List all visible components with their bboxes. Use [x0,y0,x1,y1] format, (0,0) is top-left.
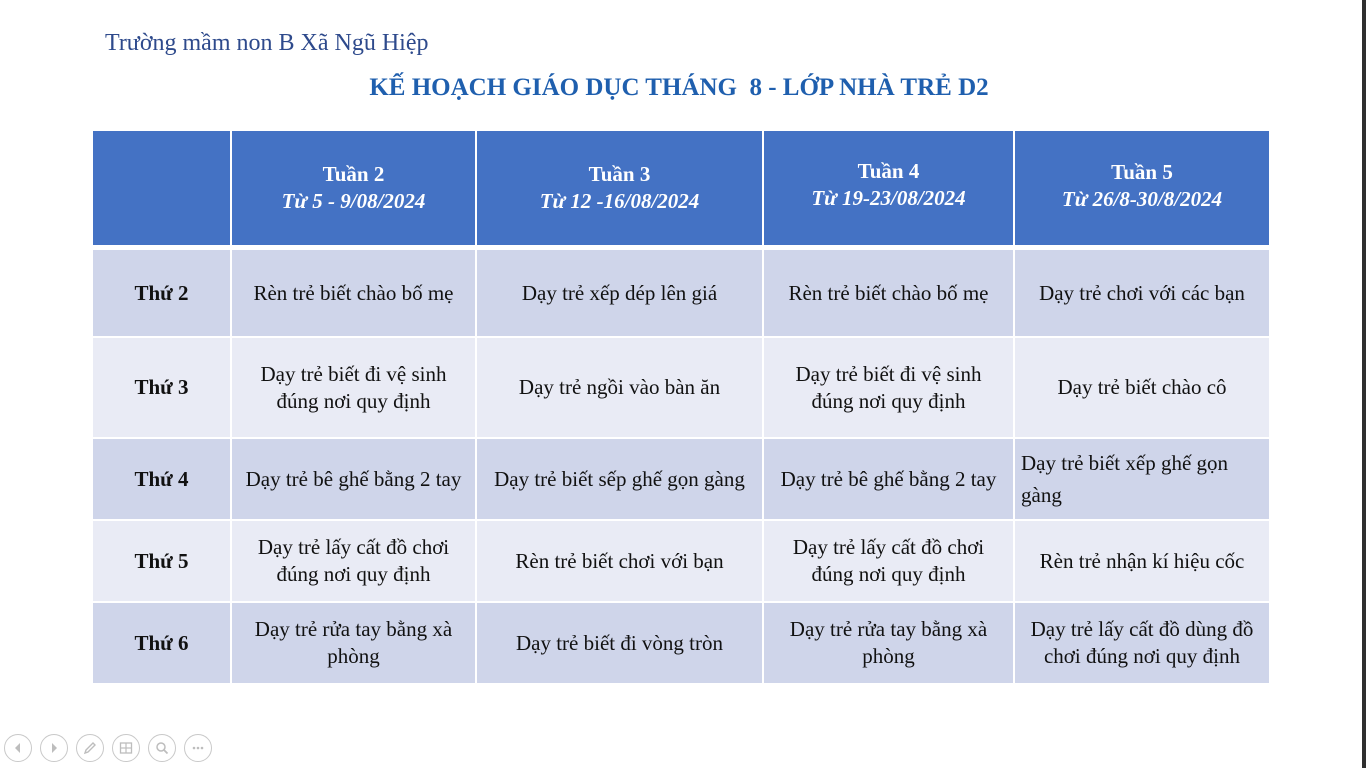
activity-cell: Dạy trẻ biết sếp ghế gọn gàng [476,438,763,520]
school-name: Trường mầm non B Xã Ngũ Hiệp [105,30,429,56]
week-name: Tuần 4 [857,159,920,183]
activity-cell: Dạy trẻ ngồi vào bàn ăn [476,337,763,438]
activity-cell: Dạy trẻ biết xếp ghế gọn gàng [1014,438,1270,520]
activity-cell: Dạy trẻ rửa tay bằng xà phòng [231,602,476,684]
week-name: Tuần 2 [322,162,385,186]
window-edge [1362,0,1366,768]
day-cell: Thứ 3 [92,337,231,438]
week-name: Tuần 5 [1111,160,1173,184]
week-header [476,130,763,248]
education-plan-table [91,129,1271,685]
more-options-icon[interactable] [184,734,212,762]
day-cell: Thứ 2 [92,248,231,338]
week-range: Từ 26/8-30/8/2024 [1061,187,1223,211]
activity-cell: Dạy trẻ chơi với các bạn [1014,248,1270,338]
table-row [92,602,1270,684]
activity-cell: Dạy trẻ biết đi vệ sinh đúng nơi quy định [231,337,476,438]
activity-cell: Dạy trẻ xếp dép lên giá [476,248,763,338]
week-range: Từ 12 -16/08/2024 [539,189,700,213]
next-slide-icon[interactable] [40,734,68,762]
activity-cell: Rèn trẻ biết chào bố mẹ [763,248,1014,338]
activity-cell: Dạy trẻ lấy cất đồ dùng đồ chơi đúng nơi quy định [1014,602,1270,684]
slides-grid-icon[interactable] [112,734,140,762]
table-row [92,438,1270,520]
week-name: Tuần 3 [588,162,651,186]
week-range: Từ 5 - 9/08/2024 [281,189,426,213]
week-header [763,130,1014,248]
activity-cell: Dạy trẻ bê ghế bằng 2 tay [231,438,476,520]
activity-cell: Dạy trẻ biết chào cô [1014,337,1270,438]
previous-slide-icon[interactable] [4,734,32,762]
table-row [92,520,1270,602]
activity-cell: Dạy trẻ lấy cất đồ chơi đúng nơi quy định [763,520,1014,602]
table-header-row [92,130,1270,248]
activity-cell: Dạy trẻ biết đi vệ sinh đúng nơi quy định [763,337,1014,438]
week-header [231,130,476,248]
activity-cell: Rèn trẻ biết chơi với bạn [476,520,763,602]
activity-cell: Dạy trẻ lấy cất đồ chơi đúng nơi quy định [231,520,476,602]
week-range: Từ 19-23/08/2024 [811,186,966,210]
day-cell: Thứ 5 [92,520,231,602]
day-cell: Thứ 4 [92,438,231,520]
activity-cell: Dạy trẻ biết đi vòng tròn [476,602,763,684]
table-row [92,248,1270,338]
table-row [92,337,1270,438]
pen-icon[interactable] [76,734,104,762]
day-cell: Thứ 6 [92,602,231,684]
activity-cell: Rèn trẻ nhận kí hiệu cốc [1014,520,1270,602]
zoom-icon[interactable] [148,734,176,762]
activity-cell: Dạy trẻ rửa tay bằng xà phòng [763,602,1014,684]
activity-cell: Dạy trẻ bê ghế bằng 2 tay [763,438,1014,520]
plan-title: KẾ HOẠCH GIÁO DỤC THÁNG 8 - LỚP NHÀ TRẺ D2 [369,74,989,101]
activity-cell: Rèn trẻ biết chào bố mẹ [231,248,476,338]
week-header [1014,130,1270,248]
corner-cell [92,130,231,248]
slideshow-controls [4,734,212,762]
